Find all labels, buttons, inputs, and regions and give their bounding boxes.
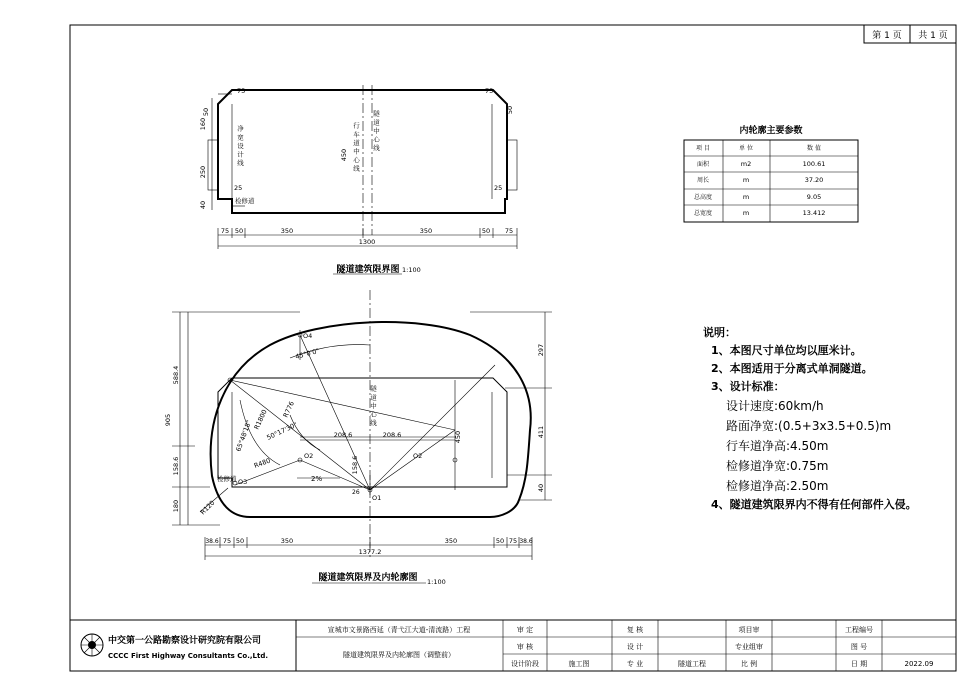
dim-v-905: 905 xyxy=(164,413,172,427)
label-major-review: 专业组审 xyxy=(735,643,763,651)
point-o2-left: O2 xyxy=(304,452,314,460)
dim-v-297: 297 xyxy=(537,343,545,357)
dim-v-158: 158.6 xyxy=(172,456,180,476)
dim-total-1377: 1377.2 xyxy=(358,548,382,556)
param-row-4-value: 13.412 xyxy=(802,209,826,217)
dim-v-40: 40 xyxy=(199,200,207,210)
dim-v-50: 50 xyxy=(202,107,210,117)
label-driving-centerline: 行 车 道 中 心 线 xyxy=(352,122,360,172)
label-major: 专 业 xyxy=(626,660,644,668)
param-row-1-value: 100.61 xyxy=(802,160,826,168)
label-project-review: 项目审 xyxy=(738,626,760,634)
date-value: 2022.09 xyxy=(904,660,934,668)
page-indicator xyxy=(864,25,956,43)
label-stage: 设计阶段 xyxy=(511,660,539,668)
dim-h2-38-left: 38.6 xyxy=(205,538,219,545)
dim-v-588: 588.4 xyxy=(172,365,180,385)
param-row-3-item: 总高度 xyxy=(693,194,713,201)
dim-208-left: 208.6 xyxy=(333,431,353,439)
angle-65: 65°48'18" xyxy=(234,419,254,453)
param-row-4-unit: m xyxy=(742,209,750,217)
notes-title: 说明： xyxy=(703,326,736,339)
dim-v-180: 180 xyxy=(172,499,180,513)
label-maintenance-way-2: 检修道 xyxy=(217,475,237,483)
drawing1-scale: 1:100 xyxy=(402,266,421,274)
dim-26: 26 xyxy=(352,489,360,496)
drawing1-title: 隧道建筑限界图 xyxy=(336,265,400,275)
dim-h2-50-right: 50 xyxy=(495,537,505,545)
dim-h2-50-left: 50 xyxy=(235,537,245,545)
dim-top-75-left: 75 xyxy=(237,87,246,95)
point-o3: O3 xyxy=(238,478,248,486)
dim-h-75-left: 75 xyxy=(220,227,230,235)
dim-h2-75-left: 75 xyxy=(222,537,232,545)
dim-h-75-right: 75 xyxy=(504,227,514,235)
major-value: 隧道工程 xyxy=(678,660,706,668)
param-row-2-unit: m xyxy=(742,176,750,184)
dim-v-250: 250 xyxy=(199,165,207,179)
note-3: 3、设计标准： xyxy=(711,380,785,393)
dim-top-75-right: 75 xyxy=(485,87,494,95)
dim-25-right: 25 xyxy=(494,184,503,192)
dim-h-350-right: 350 xyxy=(419,227,433,235)
radius-r480: R480 xyxy=(252,456,272,470)
label-clearance-line: 净 宽 设 计 线 xyxy=(236,125,244,166)
stage-value: 施工图 xyxy=(568,660,590,668)
clearance-drawing xyxy=(199,85,517,275)
label-ratio: 比 例 xyxy=(740,660,758,668)
label-review: 审 核 xyxy=(516,643,534,651)
project-name: 宣城市文景路西延（青弋江大道-清流路）工程 xyxy=(327,626,471,634)
dim-total-1300: 1300 xyxy=(358,238,376,246)
clearance-outline xyxy=(218,90,507,213)
param-header-value: 数 值 xyxy=(807,145,821,152)
dim-h2-38-right: 38.6 xyxy=(519,538,533,545)
dim-208-right: 208.6 xyxy=(382,431,402,439)
label-tunnel-centerline-2: 隧 道 中 心 线 xyxy=(369,385,377,426)
dim-h2-75-right: 75 xyxy=(508,537,518,545)
dim-h2-350-right: 350 xyxy=(444,537,458,545)
dim-450-inner: 450 xyxy=(454,430,462,444)
label-approve: 审 定 xyxy=(516,626,534,634)
label-tunnel-centerline: 隧 道 中 心 线 xyxy=(372,110,380,151)
company-logo-icon xyxy=(81,634,103,656)
radius-r120: R120 xyxy=(198,498,217,517)
radius-r1800: R1800 xyxy=(252,408,269,431)
dim-v-50-right: 50 xyxy=(506,105,514,115)
dim-h-50-left: 50 xyxy=(234,227,244,235)
note-4: 4、隧道建筑限界内不得有任何部件入侵。 xyxy=(711,498,917,511)
clearance-outline-2 xyxy=(218,378,507,487)
angle-45: 45°0'0" xyxy=(294,346,321,361)
design-notes xyxy=(703,325,917,511)
note-speed: 设计速度:60km/h xyxy=(726,399,824,413)
note-maint-width: 检修道净宽:0.75m xyxy=(726,459,829,473)
dim-h-50-right: 50 xyxy=(481,227,491,235)
dim-158-inner: 158.6 xyxy=(351,455,359,475)
parameter-table xyxy=(684,124,858,222)
point-o2-right: O2 xyxy=(413,452,423,460)
note-width: 路面净宽:(0.5+3x3.5+0.5)m xyxy=(726,419,892,433)
param-row-3-unit: m xyxy=(742,193,750,201)
dim-450: 450 xyxy=(340,148,348,162)
point-o1: O1 xyxy=(372,494,382,502)
label-maintenance-way: 检修道 xyxy=(235,197,255,205)
dim-v-40-right: 40 xyxy=(537,483,545,493)
param-header-unit: 单 位 xyxy=(739,145,753,152)
dim-h2-350-left: 350 xyxy=(280,537,294,545)
dim-25-left: 25 xyxy=(234,184,243,192)
label-design: 设 计 xyxy=(626,643,644,651)
label-figure-no: 图 号 xyxy=(850,643,868,651)
label-recheck: 复 核 xyxy=(626,626,644,634)
param-row-1-unit: m2 xyxy=(740,160,752,168)
note-maint-height: 检修道净高:2.50m xyxy=(726,479,829,493)
dim-v-160: 160 xyxy=(199,117,207,131)
title-block xyxy=(70,620,956,671)
point-o4: O4 xyxy=(303,332,313,340)
radius-r776: R776 xyxy=(281,400,296,419)
param-header-item: 项 目 xyxy=(696,145,710,152)
angle-50: 50°17'30" xyxy=(265,420,299,442)
drawing2-title: 隧道建筑限界及内轮廓图 xyxy=(318,573,418,583)
company-name-cn: 中交第一公路勘察设计研究院有限公司 xyxy=(108,636,262,646)
drawing2-scale: 1:100 xyxy=(427,578,446,586)
param-row-2-value: 37.20 xyxy=(804,176,824,184)
label-project-no: 工程编号 xyxy=(845,626,873,634)
param-row-3-value: 9.05 xyxy=(806,193,822,201)
note-1: 1、本图尺寸单位均以厘米计。 xyxy=(711,344,862,357)
label-date: 日 期 xyxy=(850,660,868,668)
page-total: 共 1 页 xyxy=(918,31,948,41)
page-current: 第 1 页 xyxy=(872,31,902,41)
note-2: 2、本图适用于分离式单洞隧道。 xyxy=(711,362,873,375)
note-height: 行车道净高:4.50m xyxy=(726,439,829,453)
dim-h-350-left: 350 xyxy=(280,227,294,235)
param-table-title: 内轮廓主要参数 xyxy=(739,126,803,136)
drawing-name: 隧道建筑限界及内轮廓图（调整前） xyxy=(343,651,455,659)
company-name-en: CCCC First Highway Consultants Co.,Ltd. xyxy=(108,652,269,660)
dim-v-411: 411 xyxy=(537,425,545,439)
slope-label: 2% xyxy=(311,475,323,483)
param-row-1-item: 面积 xyxy=(696,161,710,168)
param-row-4-item: 总宽度 xyxy=(693,210,713,217)
inner-contour-drawing xyxy=(164,290,552,586)
param-row-2-item: 周长 xyxy=(696,177,710,184)
